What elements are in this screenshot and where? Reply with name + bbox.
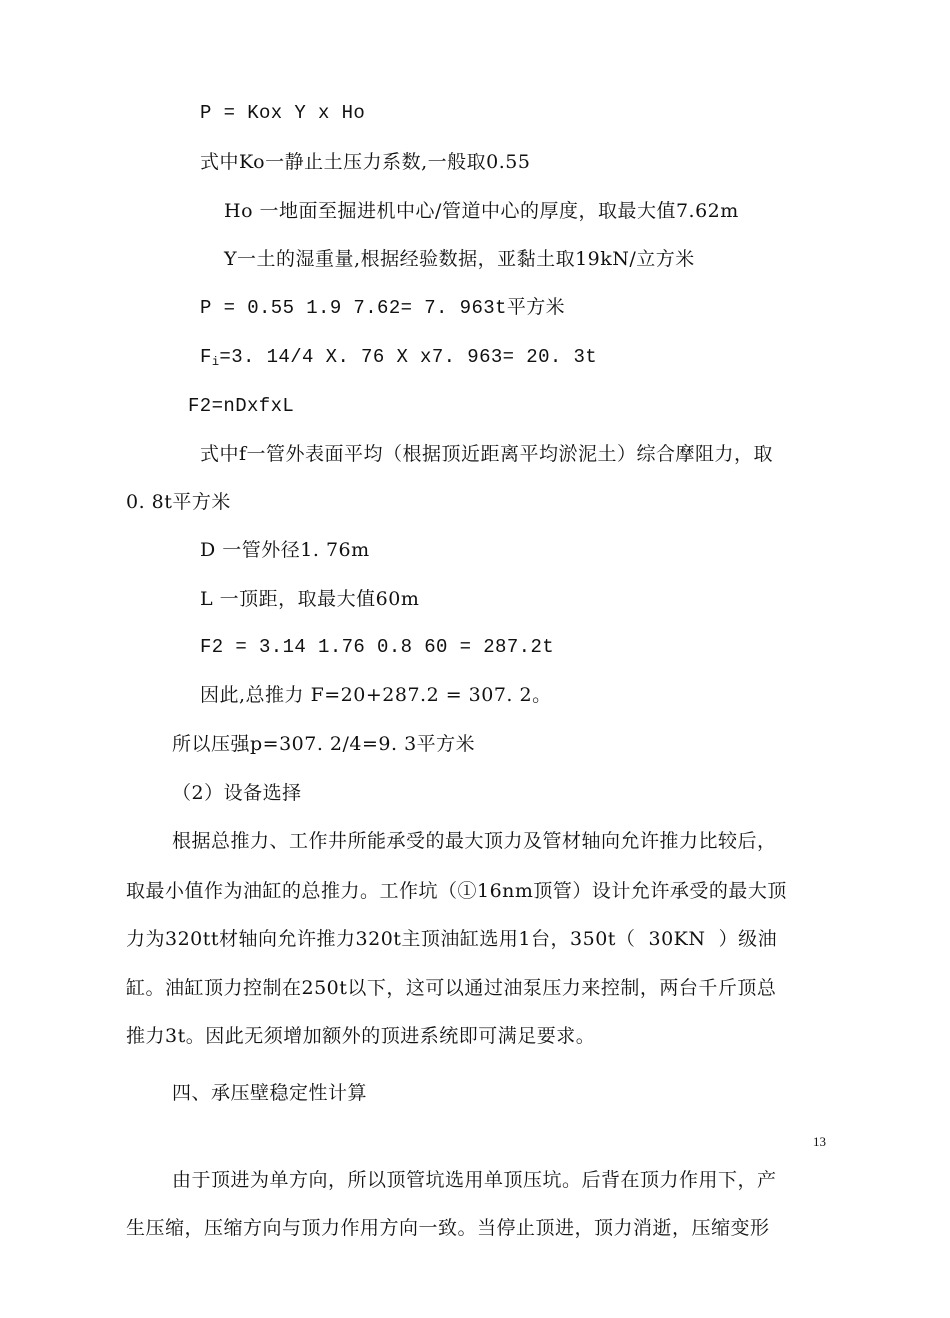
formula-f2: F2=nDxfxL (188, 395, 295, 417)
text-line: Ho 一地面至掘进机中心/管道中心的厚度，取最大值7.62m (224, 200, 739, 222)
text-line: 式中f一管外表面平均（根据顶近距离平均淤泥土）综合摩阻力，取 (200, 443, 774, 465)
paragraph-line: 根据总推力、工作井所能承受的最大顶力及管材轴向允许推力比较后， (172, 830, 777, 852)
text-line: 0. 8t平方米 (126, 491, 231, 513)
paragraph-line: 推力3t。因此无须增加额外的顶进系统即可满足要求。 (126, 1025, 596, 1047)
text-line: L 一顶距，取最大值60m (200, 588, 420, 610)
formula-p: P = Kox Y x Ho (200, 102, 366, 124)
text-line: D 一管外径1. 76m (200, 539, 370, 561)
text-line: Y一土的湿重量,根据经验数据，亚黏土取19kN/立方米 (224, 248, 695, 270)
text-line: 所以压强p=307. 2/4=9. 3平方米 (172, 733, 476, 755)
page-number: 13 (813, 1134, 826, 1149)
section-heading: （2）设备选择 (172, 782, 302, 804)
formula-p-value: P = 0.55 1.9 7.62= 7. 963t平方米 (200, 297, 566, 319)
text-line: 式中Ko一静止土压力系数,一般取0.55 (200, 151, 531, 173)
formula-f1: $F_i=3$. 14/4 X. 76 X x7. 963= 20. 3t (200, 346, 598, 369)
paragraph-line: 取最小值作为油缸的总推力。工作坑（①16nm顶管）设计允许承受的最大顶 (126, 880, 787, 902)
paragraph-line: 由于顶进为单方向，所以顶管坑选用单顶压坑。后背在顶力作用下，产 (172, 1169, 777, 1191)
paragraph-line: 力为320tt材轴向允许推力320t主顶油缸选用1台，350t（ 30KN ）级油 (126, 928, 778, 950)
paragraph-line: 缸。油缸顶力控制在250t以下，这可以通过油泵压力来控制，两台千斤顶总 (126, 977, 777, 999)
text-line: 因此,总推力 F=20+287.2 = 307. 2。 (200, 684, 552, 706)
paragraph-line: 生压缩，压缩方向与顶力作用方向一致。当停止顶进，顶力消逝，压缩变形 (126, 1217, 770, 1239)
formula-f2-value: F2 = 3.14 1.76 0.8 60 = 287.2t (200, 636, 555, 658)
section-heading: 四、承压壁稳定性计算 (172, 1082, 368, 1104)
